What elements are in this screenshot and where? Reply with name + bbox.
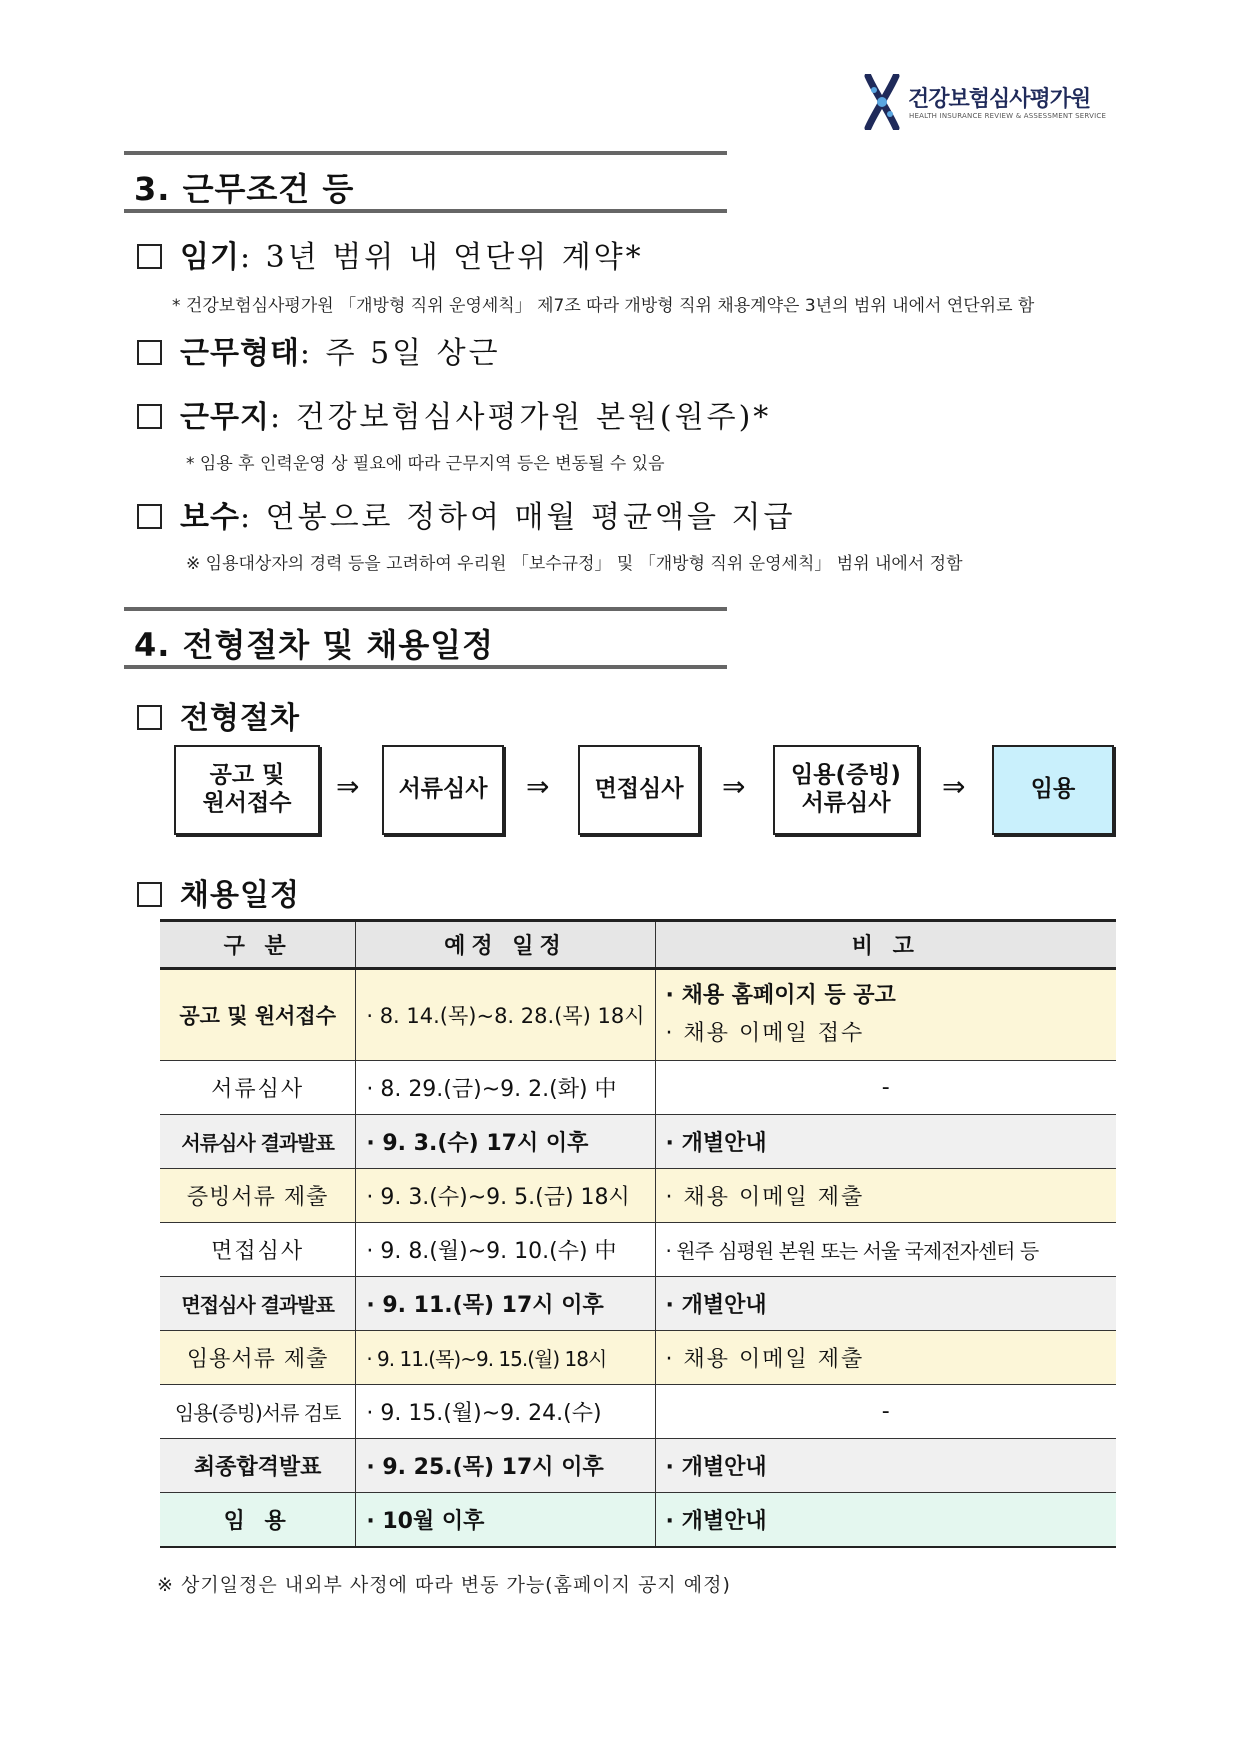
logo-name: 건강보험심사평가원 (908, 87, 1091, 112)
section-3-heading (124, 151, 727, 213)
checkbox-square-icon (137, 705, 162, 730)
checkbox-square-icon (137, 882, 162, 907)
table-row: 증빙서류 제출 · 9. 3.(수)~9. 5.(금) 18시 · 채용 이메일 제출 (160, 1169, 1116, 1223)
term-note: * 건강보험심사평가원 「개방형 직위 운영세칙」 제7조 따라 개방형 직위 채용계약은 3년의 범위 내에서 연단위로 함 (172, 296, 1035, 316)
salary-note: ※ 임용대상자의 경력 등을 고려하여 우리원 「보수규정」 및 「개방형 직위 운영세칙」 범위 내에서 정함 (186, 554, 963, 574)
schedule-footnote: ※ 상기일정은 내외부 사정에 따라 변동 가능(홈페이지 공지 예정) (157, 1574, 731, 1596)
work-location-item: 근무지: 건강보험심사평가원 본원(원주)* (137, 392, 771, 432)
salary-item: 보수: 연봉으로 정하여 매월 평균액을 지급 (137, 492, 795, 532)
table-row: 임용서류 제출 · 9. 11.(목)~9. 15.(월) 18시 · 채용 이메일 제출 (160, 1331, 1116, 1385)
step-appointment: 임용 (992, 745, 1114, 835)
step-interview: 면접심사 (578, 745, 700, 835)
column-header: 예정 일정 (356, 921, 655, 969)
table-row: 면접심사 결과발표 · 9. 11.(목) 17시 이후 · 개별안내 (160, 1277, 1116, 1331)
checkbox-square-icon (137, 504, 162, 529)
right-arrow-icon: ⇒ (722, 770, 746, 803)
work-type-item: 근무형태: 주 5일 상근 (137, 328, 501, 368)
checkbox-square-icon (137, 340, 162, 365)
table-row: 임용(증빙)서류 검토 · 9. 15.(월)~9. 24.(수) - (160, 1385, 1116, 1439)
right-arrow-icon: ⇒ (942, 770, 966, 803)
work-location-note: * 임용 후 인력운영 상 필요에 따라 근무지역 등은 변동될 수 있음 (186, 454, 665, 474)
table-row: 최종합격발표 · 9. 25.(목) 17시 이후 · 개별안내 (160, 1439, 1116, 1493)
right-arrow-icon: ⇒ (526, 770, 550, 803)
checkbox-square-icon (137, 244, 162, 269)
column-header: 구 분 (160, 921, 356, 969)
logo-subtitle: HEALTH INSURANCE REVIEW & ASSESSMENT SERVICE (909, 112, 1107, 120)
table-row: 공고 및 원서접수 · 8. 14.(목)~8. 28.(목) 18시 · 채용 홈페이지 등 공고 · 채용 이메일 접수 (160, 969, 1116, 1061)
schedule-heading: 채용일정 (137, 870, 300, 910)
schedule-table (160, 919, 1116, 1548)
logo-mark-icon (862, 74, 902, 130)
step-announcement: 공고 및 원서접수 (174, 745, 320, 835)
term-item: 임기: 3년 범위 내 연단위 계약* (137, 232, 644, 272)
table-row: 서류심사 · 8. 29.(금)~9. 2.(화) 中 - (160, 1061, 1116, 1115)
section-4-heading (124, 607, 727, 669)
organization-logo (862, 74, 1112, 132)
table-header-row (160, 921, 1116, 969)
right-arrow-icon: ⇒ (336, 770, 360, 803)
table-row: 임 용 · 10월 이후 · 개별안내 (160, 1493, 1116, 1547)
section-3-title: 3. 근무조건 등 (134, 170, 355, 208)
table-row: 면접심사 · 9. 8.(월)~9. 10.(수) 中 · 원주 심평원 본원 또는 서울 국제전자센터 등 (160, 1223, 1116, 1277)
section-4-title: 4. 전형절차 및 채용일정 (134, 626, 495, 664)
checkbox-square-icon (137, 404, 162, 429)
procedure-heading: 전형절차 (137, 693, 300, 733)
step-appointment-document-review: 임용(증빙) 서류심사 (773, 745, 919, 835)
step-document-review: 서류심사 (382, 745, 504, 835)
table-row: 서류심사 결과발표 · 9. 3.(수) 17시 이후 · 개별안내 (160, 1115, 1116, 1169)
column-header: 비 고 (655, 921, 1116, 969)
